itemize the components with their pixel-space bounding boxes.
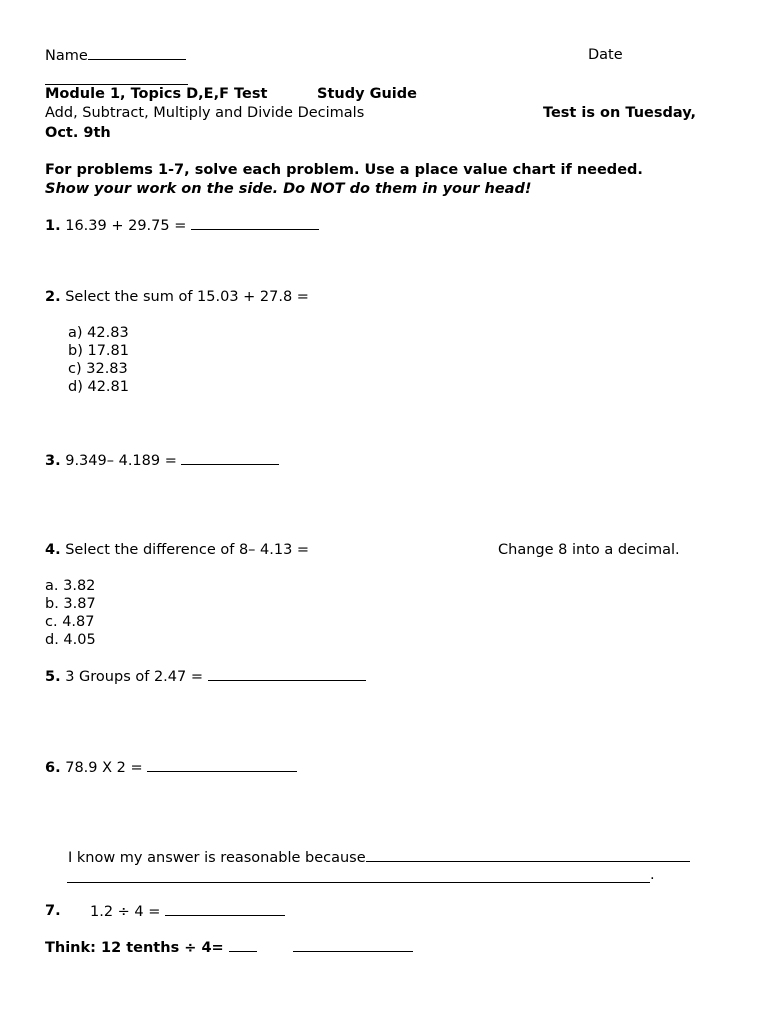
question-1-answer-blank[interactable]: [191, 216, 319, 230]
question-7-text: 1.2 ÷ 4 =: [90, 904, 161, 920]
study-guide-label: Study Guide: [317, 86, 417, 102]
date-label: Date: [588, 47, 623, 63]
name-field: [45, 46, 186, 65]
option-value: 42.83: [87, 325, 129, 341]
think-blank-2[interactable]: [293, 938, 413, 952]
option-letter: d): [68, 379, 83, 395]
option-value: 32.83: [86, 361, 128, 377]
question-6-number: 6.: [45, 760, 61, 776]
question-6-answer-blank[interactable]: [147, 758, 297, 772]
test-date-line2: Oct. 9th: [45, 125, 111, 141]
question-4-number: 4.: [45, 542, 61, 558]
reasonable-text: I know my answer is reasonable because: [68, 850, 366, 866]
question-7-answer-blank[interactable]: [165, 902, 285, 916]
question-2-option-b[interactable]: [68, 342, 129, 360]
question-7-number: 7.: [45, 903, 61, 919]
question-1-text: 16.39 + 29.75 =: [65, 218, 187, 234]
instructions-line2: Show your work on the side. Do NOT do them in your head!: [45, 181, 532, 197]
question-4-option-d[interactable]: d. 4.05: [45, 632, 96, 648]
question-2-text: Select the sum of 15.03 + 27.8 =: [65, 289, 309, 305]
question-5: [45, 667, 366, 686]
question-4-option-b[interactable]: b. 3.87: [45, 596, 96, 612]
reasonable-line: [68, 848, 690, 867]
think-text: Think: 12 tenths ÷ 4=: [45, 940, 224, 956]
question-3-text: 9.349– 4.189 =: [65, 453, 177, 469]
think-line: [45, 938, 413, 957]
reasonable-period: .: [650, 867, 655, 883]
option-letter: a): [68, 325, 83, 341]
question-4-option-c[interactable]: c. 4.87: [45, 614, 95, 630]
question-4-text: Select the difference of 8– 4.13 =: [65, 542, 310, 558]
question-5-number: 5.: [45, 669, 61, 685]
option-value: 17.81: [87, 343, 129, 359]
instructions-line1: For problems 1-7, solve each problem. Use a place value chart if needed.: [45, 162, 643, 178]
name-blank[interactable]: [88, 46, 186, 60]
option-value: 42.81: [87, 379, 129, 395]
question-7: [90, 902, 285, 921]
question-2-option-a[interactable]: [68, 324, 129, 342]
topic-line: Add, Subtract, Multiply and Divide Decimals: [45, 105, 365, 121]
question-2-number: 2.: [45, 289, 61, 305]
option-letter: c): [68, 361, 82, 377]
think-blank-1[interactable]: [229, 938, 257, 952]
question-2: [45, 288, 309, 306]
question-5-text: 3 Groups of 2.47 =: [65, 669, 203, 685]
option-letter: b): [68, 343, 83, 359]
reasonable-blank-1[interactable]: [366, 848, 690, 862]
reasonable-blank-2[interactable]: [67, 882, 650, 883]
question-1: [45, 216, 319, 235]
question-3-number: 3.: [45, 453, 61, 469]
question-3: [45, 451, 279, 470]
question-6: [45, 758, 297, 777]
question-4-option-a[interactable]: a. 3.82: [45, 578, 96, 594]
test-date-line1: Test is on Tuesday,: [543, 105, 697, 121]
question-4-hint: Change 8 into a decimal.: [498, 542, 680, 558]
question-2-option-d[interactable]: [68, 378, 129, 396]
question-3-answer-blank[interactable]: [181, 451, 279, 465]
name-label: Name: [45, 48, 88, 64]
test-title: Module 1, Topics D,E,F Test: [45, 86, 268, 102]
question-1-number: 1.: [45, 218, 61, 234]
question-6-text: 78.9 X 2 =: [65, 760, 143, 776]
question-4: [45, 541, 309, 559]
question-2-option-c[interactable]: [68, 360, 128, 378]
question-5-answer-blank[interactable]: [208, 667, 366, 681]
